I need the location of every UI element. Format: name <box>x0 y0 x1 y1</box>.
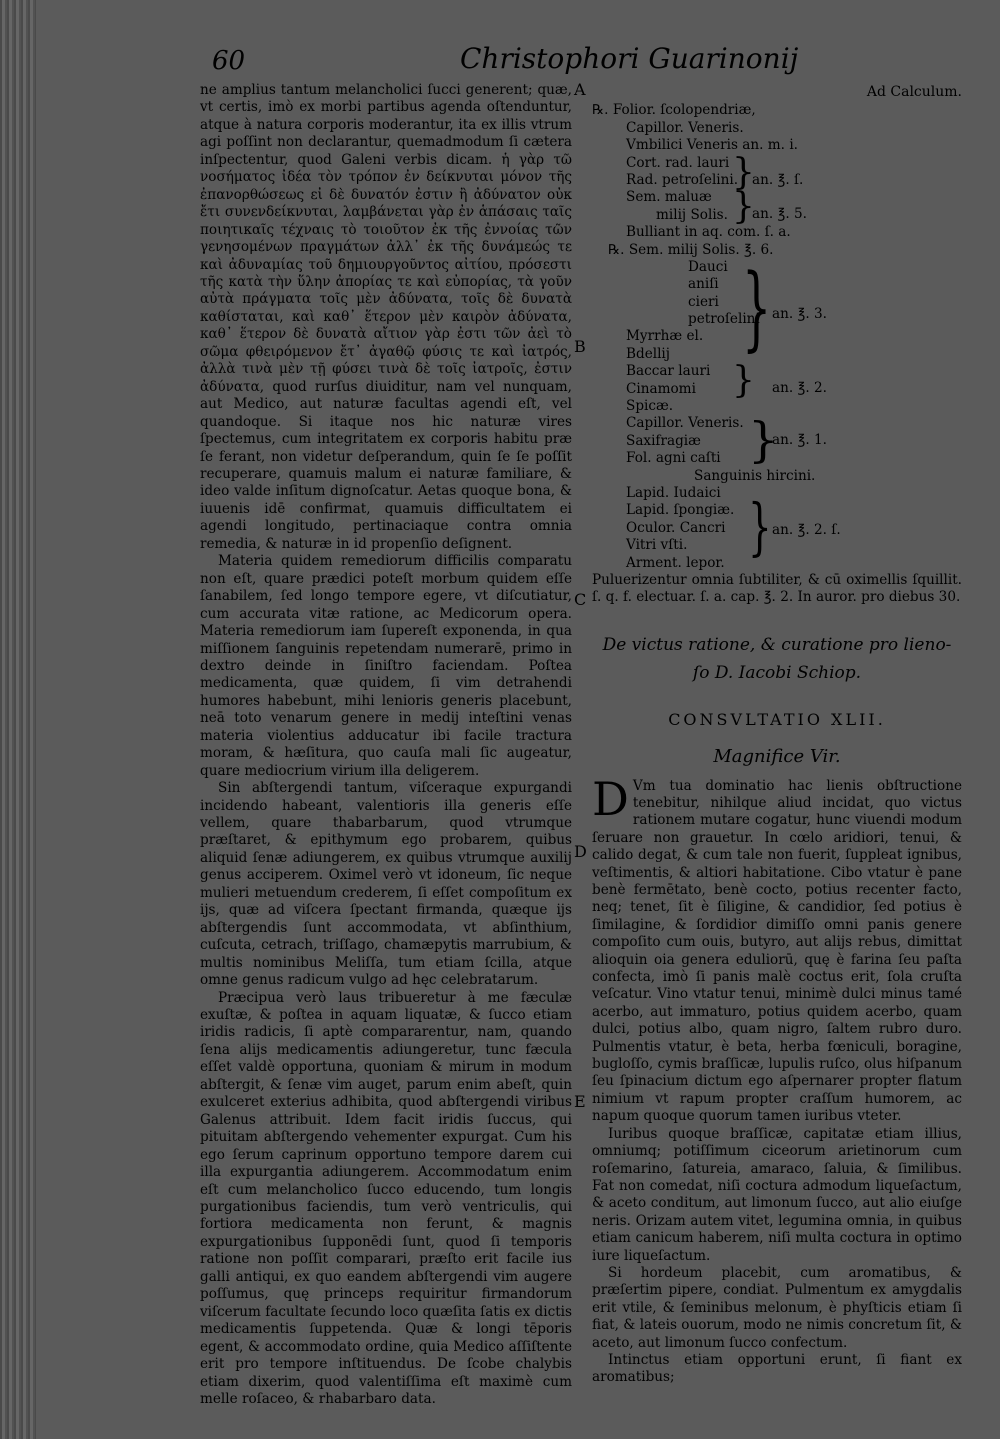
recipe-line: Myrrhæ el. <box>626 328 704 345</box>
dose-label: an. ℥. ſ. <box>752 172 804 189</box>
right-column <box>592 84 962 1387</box>
dose-label: an. ℥. 5. <box>752 206 807 223</box>
paragraph: Intinctus etiam opportuni erunt, ſi fiant ex aromatibus; <box>592 1351 962 1386</box>
running-head: Christophori Guarinonij <box>460 42 799 75</box>
margin-letter-d: D <box>574 842 587 861</box>
left-column <box>200 82 572 1408</box>
salutation: Magnifice Vir. <box>713 746 841 768</box>
page-header <box>212 42 799 82</box>
dose-label: an. ℥. 3. <box>772 306 827 323</box>
recipe-line: Cinamomi <box>626 380 696 397</box>
recipe-line: ℞. Sem. milij Solis. ℥. 6. <box>608 241 774 258</box>
margin-letter-b: B <box>574 337 586 356</box>
paragraph: Si hordeum placebit, cum aromatibus, & præſertim pipere, condiat. Pulmentum ex amygdalis erit vtile, & ſeminibus melonum, è phyſticis etiam ſi fiat, & lateis ouorum, modo ne nimis concretum ſit, & aceto, aut limonum ſucco confectum. <box>592 1264 962 1351</box>
consultation-heading: CONSVLTATIO XLII. <box>668 709 886 729</box>
paragraph: Materia quidem remediorum difficilis comparatu non eſt, quare prædici poteſt morbum quidem eſſe ſanabilem, ſed longo tempore egere, vt diſcutiatur, cum accurata vitæ ratione, ac Medicorum opera. Materia remediorum iam ſupereſt exponenda, in qua miſſionem ſanguinis repetendam numerarē, primo in dextro deinde in ſiniſtro faciendam. Poſtea medicamenta, quæ quidem, ſi vim detrahendi humores habebunt, mihi lenioris generis placebunt, neā toto venarum genere in medij inteſtini venas materia violentius adducatur ibi facile tractura moram, & hæſitura, quo cauſa mali ſic augeatur, quare mediocrium virium illa deligerem. <box>200 553 572 779</box>
recipe-line: Arment. lepor. <box>626 554 725 571</box>
recipe-line: Dauci <box>688 258 728 275</box>
recipe-line: Capillor. Veneris. <box>626 415 744 432</box>
recipe-line: Bulliant in aq. com. ſ. a. <box>626 224 791 241</box>
margin-letter-c: C <box>574 590 587 609</box>
dose-label: an. ℥. 2. <box>772 380 827 397</box>
brace-icon: } <box>748 490 772 564</box>
recipe-closing: Puluerizentur omnia ſubtiliter, & cū oximellis ſquillit. ſ. q. f. electuar. ſ. a. cap. ℥. 2. In auror. pro diebus 30. <box>592 571 962 606</box>
recipe-line: Lapid. ſpongiæ. <box>626 502 735 519</box>
recipe-heading: Ad Calculum. <box>866 84 962 100</box>
recipe-line: aniſi <box>688 276 719 293</box>
paragraph: Sin abſtergendi tantum, viſceraque expurgandi incidendo habeant, valentioris illa generis eſſe vellem, quare thabarbarum, quod vtrumque præſtaret, & epithymum ego probarem, quibus aliquid ſenæ adiungerem, ex quibus vtrumque auxilij genus acciperem. Oximel verò vt idoneum, ſic neque mulieri metuendum crederem, ſi eſſet compoſitum ex ijs, quæ ad viſcera ſpectant firmanda, quæque ijs abſtergendis ſunt accommodata, vt abſinthium, cuſcuta, cetrach, triſſago, chamæpytis marrubium, & multis nominibus Meliſſa, tum etiam ſcilla, atque omne genus radicum vulgo ad hęc celebratarum. <box>200 780 572 989</box>
recipe-line: Sem. maluæ <box>626 189 712 206</box>
drop-cap: D <box>592 771 629 826</box>
recipe-line: Spicæ. <box>626 398 674 415</box>
dose-label: an. ℥. 1. <box>772 432 827 449</box>
recipe-line: Cort. rad. lauri <box>626 154 730 171</box>
recipe-line: Fol. agni caſti <box>626 450 721 467</box>
section-title: De victus ratione, & curatione pro lieno- ſo D. Iacobi Schiop. <box>602 634 952 683</box>
brace-icon: } <box>742 254 772 362</box>
paragraph: Iuribus quoque braſſicæ, capitatæ etiam illius, omniumq; potiſſimum ciceorum arietinorum cum roſemarino, ſatureia, amaraco, ſaluia, & ſimilibus. Fat non comedat, niſi coctura admodum liqueſactum, & aceto conditum, aut limonum ſucco, aut alio eiuſge neris. Orizam autem vitet, legumina omnia, in quibus etiam canicum haberem, niſi multa coctura in optimo iure liqueſactum. <box>592 1125 962 1264</box>
paragraph: D Vm tua dominatio hac lienis obſtructione tenebitur, nihilque aliud incidat, quo victus rationem mutare cogatur, hunc viuendi modum ſeruare non grauetur. In cœlo aridiori, tenui, & calido degat, & cum tale non fuerit, ſuppleat ignibus, veſtimentis, & altiori habitatione. Cibo vtatur è pane benè fermētato, benè cocto, potius recenter facto, neq; tenet, ſit è ſiligine, & candidior, ſed potius è ſimilagine, & ſordidior dimiſſo omni panis genere compoſito cum ouis, butyro, aut alijs rebus, dimittat alioquin oia genera eduliorū, quę è farina ſeu paſta confecta, imò ſi panis malè coctus erit, ſola cruſta veſcatur. Vino vtatur tenui, minimè dulci minus tamé acerbo, aut immaturo, potius quidem acerbo, quam dulci, potius albo, quam nigro, ſaltem rubro duro. Pulmentis vtatur, è beta, herba fœniculi, boragine, bugloſſo, cymis braſſicæ, lupulis ruſco, olus hiſpanum ſeu ſpinacium dictum ego aſpernarer propter flatum nimium vt rapum propter craſſum humorem, ac napum quoque quorum tamen iuribus vteter. <box>592 771 962 1125</box>
paragraph: Præcipua verò laus tribueretur à me fæculæ exuſtæ, & poſtea in aquam liquatæ, & ſucco etiam iridis radicis, ſi aptè compararentur, nam, quando ſena alijs medicamentis adiungeretur, tunc fæcula eſſet valdè opportuna, quoniam & mirum in modum abſtergit, & ſenæ vim auget, parum enim abeſt, quin exulceret exterius adhibita, quod abſtergendi viribus Galenus attribuit. Idem facit iridis ſuccus, qui pituitam abſtergendo vehementer expurgat. Cum his ego ſerum caprinum opportuno tempore darem cui illa expurgantia adiungerem. Accommodatum enim eſt cum melancholico ſucco educendo, tum longis purgationibus faciendis, tum verò ventriculis, qui fortiora medicamenta non ferunt, & magnis expurgationibus ſupponēdi ſunt, quod ſi temporis ratione non poſſit comparari, præſto erit facile ius galli antiqui, ex quo eandem abſtergendi vim augere poſſumus, quę princeps requiritur firmandorum viſcerum facultate ſecundo loco quæſita ſatis ex dictis medicamentis ſuppetenda. Quæ & longi tēporis egent, & accommodato ordine, quia Medico aſſiſtente erit pro tempore inſtituendus. De ſcobe chalybis etiam dixerim, quod valentiſſima eſt maximè cum melle roſaceo, & rhabarbaro data. <box>200 989 572 1407</box>
brace-icon: } <box>748 412 779 469</box>
margin-letter-e: E <box>574 1092 586 1111</box>
recipe-line: Sanguinis hircini. <box>694 467 816 484</box>
page-number: 60 <box>212 46 246 76</box>
recipe-line: milij Solis. <box>656 206 728 223</box>
recipe-line: petroſelini <box>688 311 760 328</box>
margin-letter-a: A <box>574 80 586 99</box>
recipe-line: Vmbilici Veneris an. m. i. <box>626 137 798 154</box>
recipe-line: Lapid. Iudaici <box>626 485 721 501</box>
recipe-line: Baccar lauri <box>626 363 711 380</box>
recipe-line: Rad. petroſelini. <box>626 171 739 188</box>
recipe-block <box>592 102 962 572</box>
recipe-line: Saxifragiæ <box>626 432 701 449</box>
recipe-line: cieri <box>688 293 719 310</box>
brace-icon: } <box>732 186 755 228</box>
recipe-line: Capillor. Veneris. <box>626 119 744 136</box>
brace-icon: } <box>732 360 755 402</box>
page-gutter-edge <box>0 0 36 1439</box>
recipe-line: ℞. Folior. ſcolopendriæ, <box>592 102 756 119</box>
recipe-line: Bdellij <box>626 345 670 362</box>
recipe-line: Vitri vſti. <box>626 537 688 554</box>
dose-label: an. ℥. 2. ſ. <box>772 522 841 539</box>
brace-icon: } <box>732 152 755 194</box>
recipe-line: Oculor. Cancri <box>626 519 726 536</box>
paragraph: ne amplius tantum melancholici ſucci generent; quæ, vt certis, imò ex morbi partibus agenda oſtenduntur, atque à natura corporis moderantur, ita ex illis vtrum agi poſſint non declarantur, quemadmodum ſi cætera inſpectentur, quod Galeni verbis dicam. ἡ γὰρ τῶ νοσήματος ἰδέα τὸν τρόπον ἐν δείκνυται μόνον τῆς ἐπανορθώσεως εἰ δὲ δυνατόν ἐστιν ἢ ἀδύνατον οὐκ ἔτι συνενδείκνυται, λαμβάνεται γὰρ ἐν ἁπάσαις ταῖς ποιητικαῖς τέχναις τὸ τοιοῦτον ἐκ τῆς ἐννοίας τῶν γενησομένων πραγμάτων ἀλλ᾽ ἐκ τῆς δυνάμεώς τε καὶ ἀδυναμίας τοῦ δημιουργοῦντος αἰτίου, πρόσεστι τῆς κατὰ τὴν ὕλην ἀπορίας τε καὶ εὐπορίας, τὰ γοῦν αὐτὰ πράγματα τοῖς μὲν ἀδύνατα, τοῖς δὲ δυνατὰ καθίσταται, καὶ καθ᾽ ἕτερον μὲν καιρὸν ἀδύνατα, καθ᾽ ἕτερον δὲ δυνατὰ αἴτιον γὰρ ἐστι τῶν ἀεὶ τὸ σῶμα φθειρόμενον ἔτ᾽ ἀγαθῷ φύσις τε καὶ ἰατρός, ἀλλὰ τινὰ μὲν τῇ φύσει τινὰ δὲ τοῖς ἰατροῖς, ἐστιν ἀδύνατα, quod rurſus diuiditur, nam vel nunquam, aut Medico, aut naturæ facultas agendi eſt, vel quandoque. Si itaque nos hic naturæ vires ſpectemus, cum integritatem ex corporis habitu præ ſe ferant, non videtur deſperandum, quin ſe ſe poſſit recuperare, quamuis malum ei naturæ familiare, & ideo valde inſitum dignoſcatur. Aetas quoque bona, & iuuenis idē confirmat, quamuis difficultatem ei agendi longitudo, pertinaciaque contra omnia remedia, & naturæ in id propenſio deſignent. <box>200 82 572 552</box>
